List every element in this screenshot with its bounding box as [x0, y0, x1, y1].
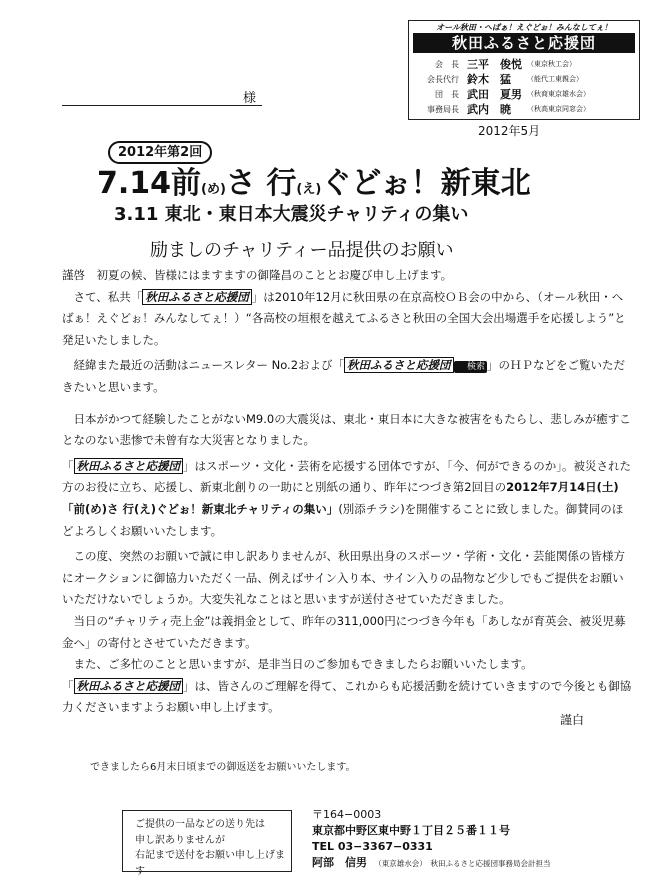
event-subtitle: 3.11 東北・東日本大震災チャリティの集い: [114, 204, 469, 225]
officer-org: （秋高東京同窓会）: [527, 105, 590, 113]
event-title-part: 7.14前: [97, 166, 202, 201]
text: 」は2010年12月に秋田県の在京高校ＯＢ会の中から、（オール秋田・へばぁ！えぐどぉ！みんなしてぇ！）“各高校の垣根を越えてふるさと秋田の全国大会出場選手を応援しよう”と発足いたしました。: [62, 289, 626, 347]
paragraph: 謹啓 初夏の候、皆様にはますますの御隆昌のこととお慶び申し上げます。: [62, 268, 453, 282]
officer-title: 団 長: [435, 90, 459, 99]
officer-title: 会長代行: [427, 75, 459, 84]
text: 経緯また最近の活動はニュースレター No.2および「: [73, 358, 345, 373]
event-title-part: さ 行: [225, 166, 297, 201]
contact-name: 阿部 信男: [312, 856, 367, 869]
event-badge: 2012年第2回: [108, 141, 212, 164]
officer-org: （東京秋工会）: [527, 60, 576, 68]
officer-org: （能代工東親会）: [527, 75, 583, 83]
text: さて、私共「: [73, 289, 143, 304]
officer-row: [415, 57, 637, 72]
text: 「: [62, 678, 74, 693]
officer-name: 武田 夏男: [467, 88, 522, 101]
text: 」はスポーツ・文化・芸術を応援する団体ですが、「今、何ができるのか」。被災された方のお役に立ち、応援し、新東北創りの一助にと別紙の通り、昨年につづき第2回目の: [62, 458, 632, 495]
event-title-part: ぐどぉ！新東北: [321, 166, 531, 201]
officer-title: 会 長: [435, 60, 459, 69]
paragraph: [62, 676, 632, 719]
notice-line: 右記まで送付をお願い申し上げます: [135, 850, 285, 877]
paragraph: [62, 287, 632, 352]
event-title: [97, 158, 531, 202]
text: (別添チラシ)を開催することに致しました。御賛同のほどよろしくお願いいたします。: [62, 501, 624, 538]
event-title-ruby: (め): [201, 182, 226, 197]
org-brand: 秋田ふるさと応援団: [74, 458, 184, 474]
org-slogan: オール秋田・へばぁ！えぐどぉ！みんなしてぇ！: [436, 23, 612, 32]
org-name: 秋田ふるさと応援団: [413, 33, 635, 53]
text: 」は、皆さんのご理解を得て、これからも応援活動を続けていきますので今後とも御協力くださいますようお願い申し上げます。: [62, 678, 632, 715]
contact-person: [312, 855, 551, 872]
paragraph: [62, 456, 632, 542]
shipping-notice-box: [122, 810, 292, 877]
contact-block: [312, 807, 551, 872]
document-title: 励ましのチャリティー品提供のお願い: [150, 240, 454, 261]
text: 「: [62, 458, 74, 473]
telephone: TEL 03−3367−0331: [312, 840, 433, 853]
officer-name: 武内 暁: [467, 103, 511, 116]
officer-org: （秋商東京雄水会）: [527, 90, 590, 98]
org-brand: 秋田ふるさと応援団: [142, 289, 252, 305]
org-brand: 秋田ふるさと応援団: [74, 678, 184, 694]
notice-line: ご提供の一品などの送り先は: [135, 819, 265, 830]
paragraph: この度、突然のお願いで誠に申し訳ありませんが、秋田県出身のスポーツ・学術・文化・芸能関係の皆様方にオークションに御協力いただく一品、例えばサイン入り本、サイン入りの品物など少しでもご提供をお願いいただけないでしょうか。大変失礼なことはと思いますが送付させていただきました。: [62, 549, 626, 607]
officer-row: [415, 72, 637, 87]
recipient-honorific: 様: [242, 91, 256, 106]
text: 」のＨＰなどをご覧いただきたいと思います。: [62, 358, 626, 394]
paragraph: [62, 355, 632, 398]
officer-name: 鈴木 猛: [467, 73, 511, 86]
recipient-line: [62, 87, 262, 106]
paragraph: 当日の“チャリティ売上金”は義捐金として、昨年の311,000円につづき今年も「あしなが育英会、被災児募金へ」の寄付とさせていただきます。: [62, 613, 626, 650]
contact-role: （東京雄水会） 秋田ふるさと応援団事務局会計担当: [378, 859, 551, 868]
officer-row: [415, 102, 637, 117]
event-title-ruby: (え): [296, 182, 322, 197]
deadline-note: できましたら6月末日頃までの御返送をお願いいたします。: [90, 762, 356, 773]
org-brand: 秋田ふるさと応援団: [344, 357, 454, 373]
officer-row: [415, 87, 637, 102]
postal-code: 〒164−0003: [312, 808, 382, 821]
paragraph: また、ご多忙のことと思いますが、是非当日のご参加もできましたらお願いいたします。: [73, 657, 533, 672]
closing-word: 謹白: [560, 713, 585, 727]
letterhead-box: [408, 20, 640, 120]
letter-date: 2012年5月: [478, 124, 541, 138]
search-badge: 検索: [454, 361, 488, 373]
officer-title: 事務局長: [427, 105, 459, 114]
paragraph: 日本がかつて経験したことがないM9.0の大震災は、東北・東日本に大きな被害をもたらし、悲しみが癒すことなのない悲惨で未曾有な大災害となりました。: [62, 411, 631, 448]
address: 東京都中野区東中野１丁目２５番１１号: [312, 824, 510, 837]
letter-body: [62, 265, 632, 719]
officer-name: 三平 俊悦: [467, 58, 522, 71]
notice-line: 申し訳ありませんが: [135, 834, 225, 846]
event-date-emphasis: 2012年7月14日(土)「前(め)さ 行(え)ぐどぉ！新東北チャリティの集い」: [62, 480, 619, 516]
